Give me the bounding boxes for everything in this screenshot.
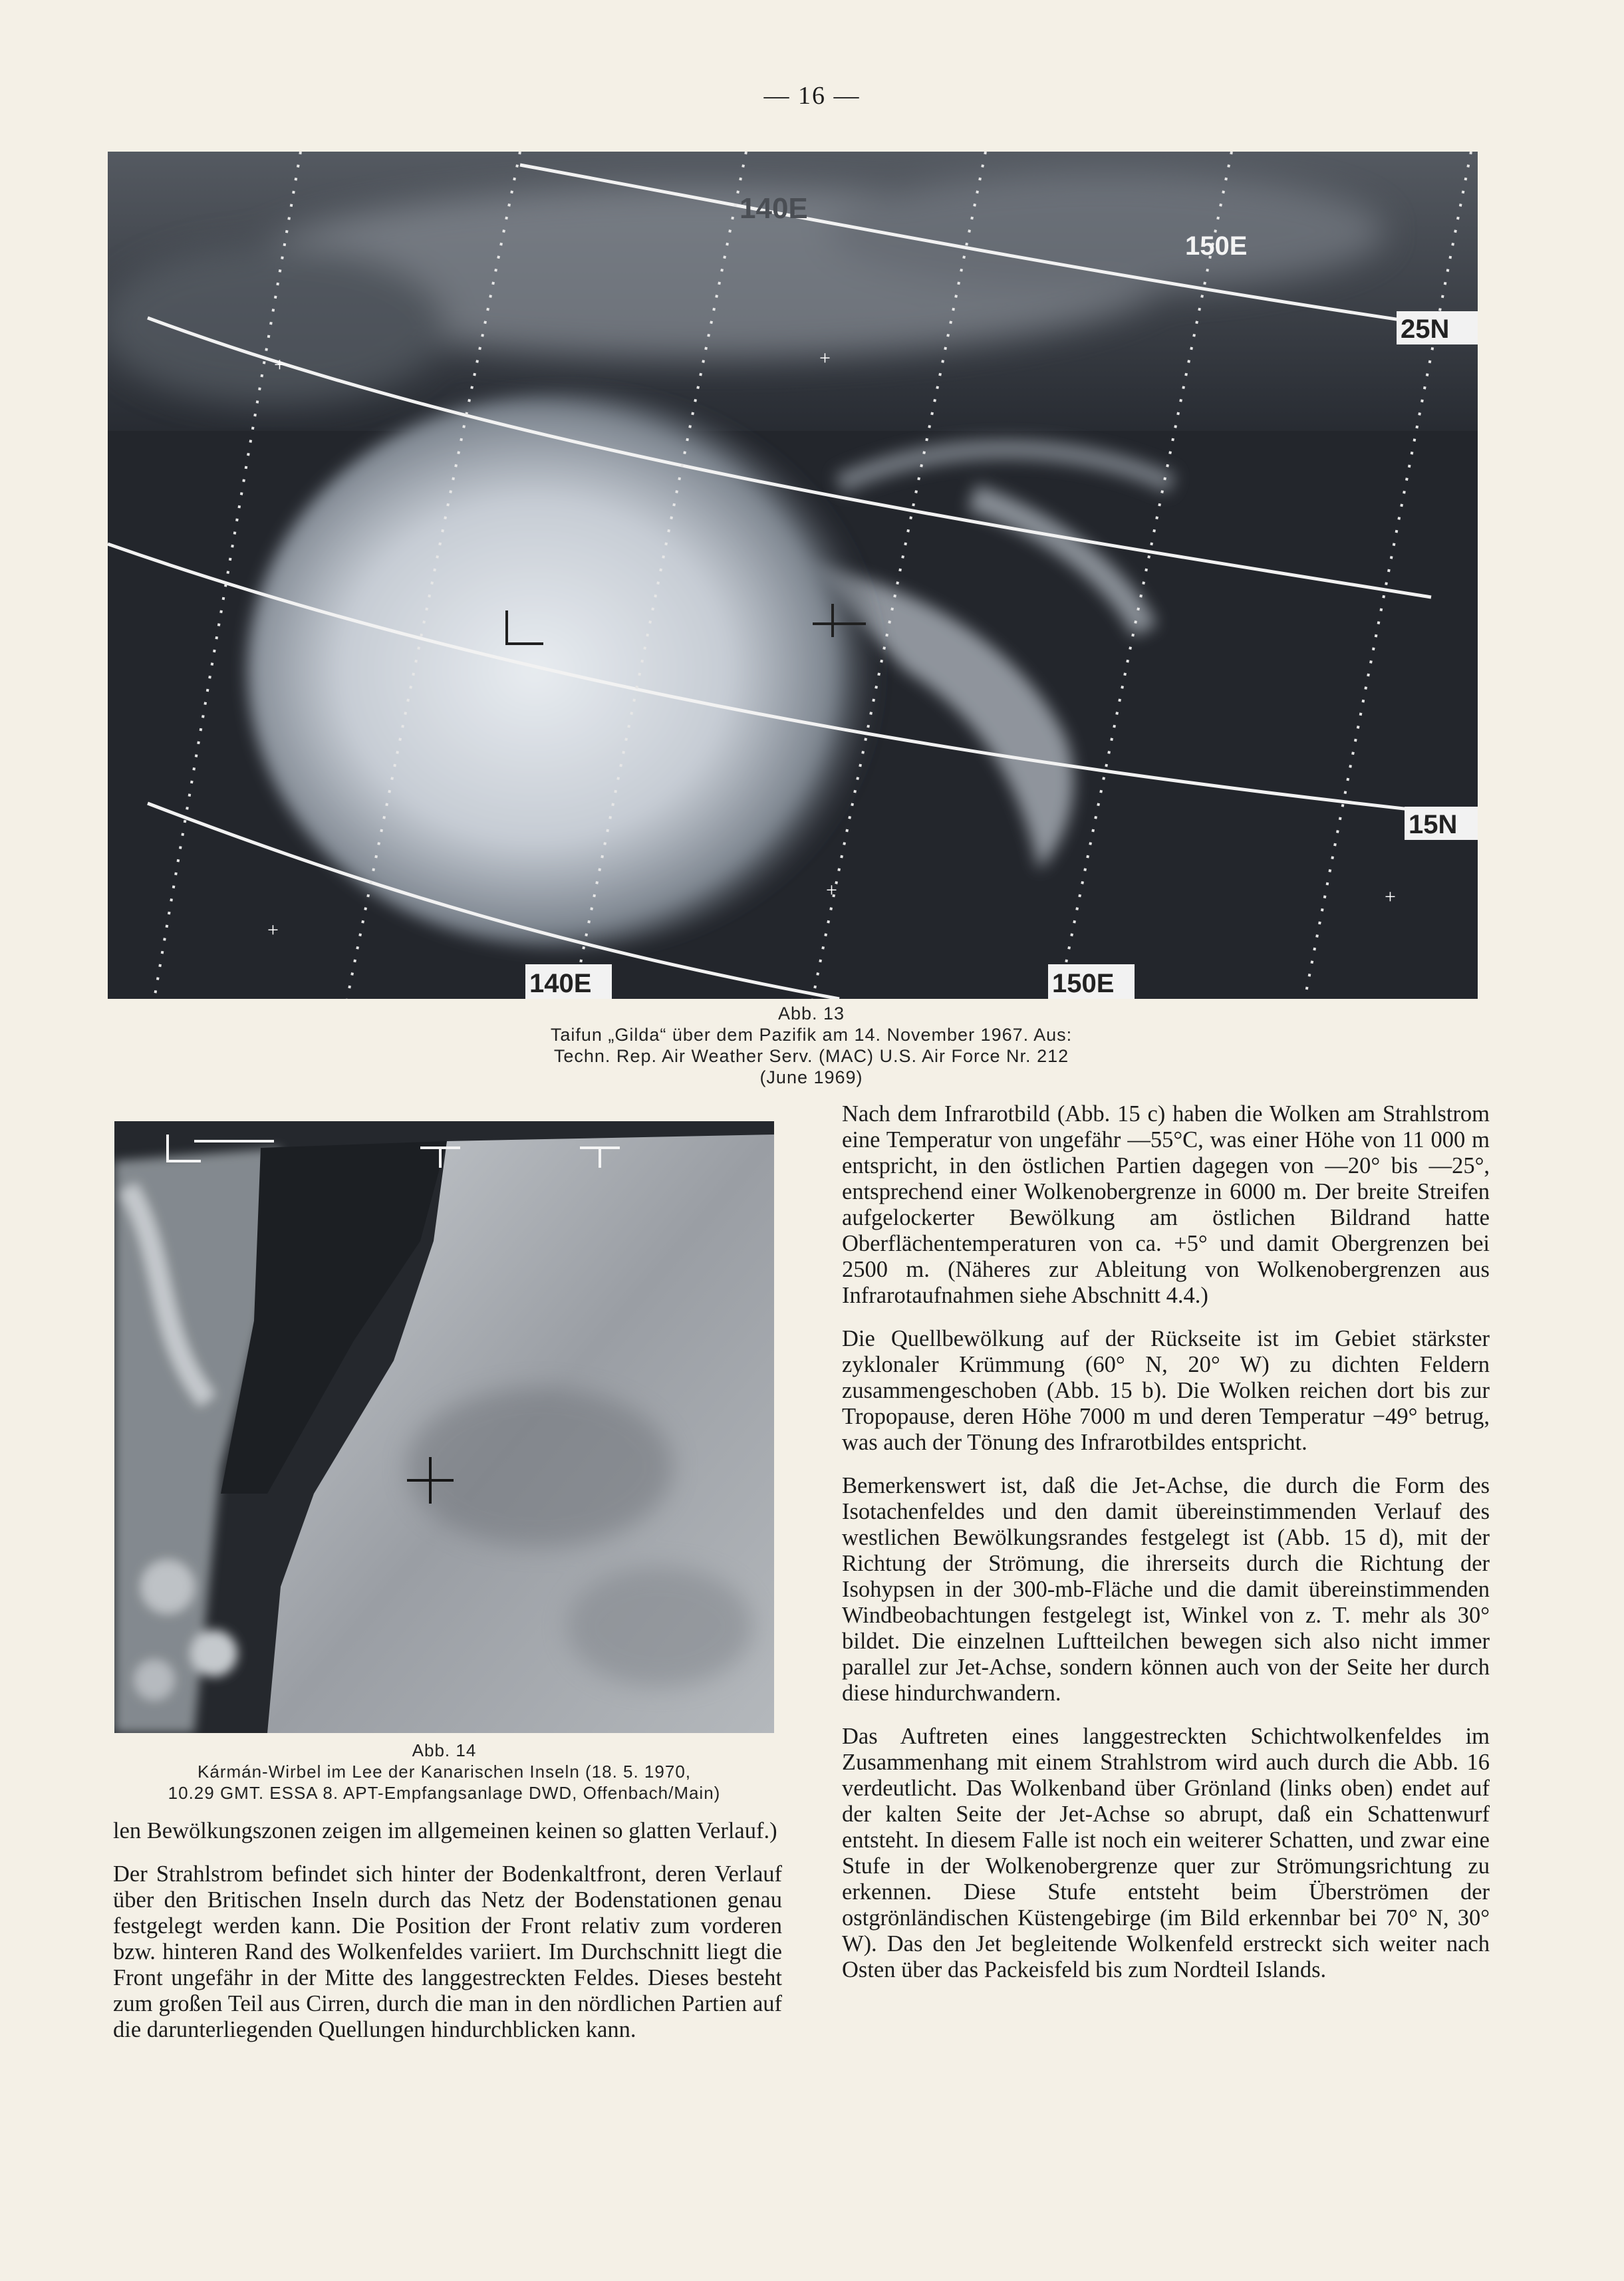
figure13-caption [426,1003,1197,1088]
label-150e-bottom: 150E [1052,969,1115,998]
svg-text:+: + [267,919,279,941]
right-paragraph: Nach dem Infrarotbild (Abb. 15 c) haben die Wolken am Strahlstrom eine Temperatur von ungefähr —55°C, was einer Höhe von 11 000 m entspricht, in den östlichen Partien dagegen von —20° bis —25°, entsprechend einer Wolkenobergrenze in 6000 m. Der breite Streifen aufgelockerter Bewölkung am östlichen Bildrand hatte Oberflächentemperaturen von ca. +5° und damit Obergrenzen bei 2500 m. (Näheres zur Ableitung von Wolkenobergrenzen aus Infrarotaufnahmen siehe Abschnitt 4.4.) [842,1101,1490,1308]
svg-text:+: + [826,879,837,901]
figure-karman-vortex-satellite-image [114,1121,774,1733]
figure-typhoon-satellite-image [108,152,1478,999]
figure14-caption-title: Abb. 14 [412,1740,477,1760]
figure14-caption-line: Kármán-Wirbel im Lee der Kanarischen Inseln (18. 5. 1970, [197,1762,691,1782]
label-150e-top: 150E [1185,231,1248,261]
page-number: — 16 — [763,82,861,110]
label-140e-bottom: 140E [529,969,592,998]
left-paragraph: len Bewölkungszonen zeigen im allgemeinen keinen so glatten Verlauf.) [113,1818,777,1843]
svg-text:+: + [1385,886,1396,908]
figure13-caption-title: Abb. 13 [777,1004,845,1023]
figure13-caption-line: (June 1969) [759,1067,863,1087]
label-25n: 25N [1401,315,1450,344]
label-140e-top: 140E [740,192,808,225]
figure14-caption [108,1740,781,1804]
svg-text:+: + [819,347,831,369]
right-paragraph: Bemerkenswert ist, daß die Jet-Achse, die durch die Form des Isotachenfeldes und den damit übereinstimmenden Verlauf des westlichen Bewölkungsrandes festgelegt ist (Abb. 15 d), mit der Richtung der Strömung, die ihrerseits durch die Richtung der Isohypsen in der 300-mb-Fläche und die damit übereinstimmenden Windbeobachtungen festgelegt ist, Winkel von z. T. mehr als 30° bildet. Die einzelnen Luftteilchen bewegen sich also nicht immer parallel zur Jet-Achse, sondern können auch von der Seite her durch diese hindurchwandern. [842,1473,1490,1706]
label-15n: 15N [1409,810,1458,839]
figure14-caption-line: 10.29 GMT. ESSA 8. APT-Empfangsanlage DWD, Offenbach/Main) [168,1783,721,1803]
left-paragraph: Der Strahlstrom befindet sich hinter der Bodenkaltfront, deren Verlauf über den Britischen Inseln durch das Netz der Bodenstationen genau festgelegt werden kann. Die Position der Front relativ zum vorderen bzw. hinteren Rand des Wolkenfeldes variiert. Im Durchschnitt liegt die Front ungefähr in der Mitte des langgestreckten Feldes. Dieses besteht zum großen Teil aus Cirren, durch die man in den nördlichen Partien auf die darunterliegenden Quellungen hindurchblicken kann. [113,1861,782,2042]
figure13-caption-line: Taifun „Gilda“ über dem Pazifik am 14. November 1967. Aus: [550,1025,1073,1045]
right-text-column [842,1101,1490,1983]
left-text-column [113,1818,782,2043]
right-paragraph: Die Quellbewölkung auf der Rückseite ist im Gebiet stärkster zyklonaler Krümmung (60° N, 20° W) zu dichten Feldern zusammengeschoben (Abb. 15 b). Die Wolken reichen dort bis zur Tropopause, deren Höhe 7000 m und deren Temperatur −49° betrug, was auch der Tönung des Infrarotbildes entspricht. [842,1326,1490,1455]
svg-text:+: + [274,354,285,376]
right-paragraph: Das Auftreten eines langgestreckten Schichtwolkenfeldes im Zusammenhang mit einem Strahlstrom wird auch durch die Abb. 16 verdeutlicht. Das Wolkenband über Grönland (links oben) endet auf der kalten Seite der Jet-Achse so abrupt, daß ein Schattenwurf entsteht. In diesem Falle ist noch ein weiterer Schatten, und zwar eine Stufe in der Wolkenobergrenze quer zur Strömungsrichtung zu erkennen. Diese Stufe entsteht beim Überströmen der ostgrönländischen Küstengebirge (im Bild erkennbar bei 70° N, 30° W). Das den Jet begleitende Wolkenfeld erstreckt sich weiter nach Osten über das Packeisfeld bis zum Nordteil Islands. [842,1724,1490,1982]
figure13-caption-line: Techn. Rep. Air Weather Serv. (MAC) U.S. Air Force Nr. 212 [553,1046,1069,1066]
